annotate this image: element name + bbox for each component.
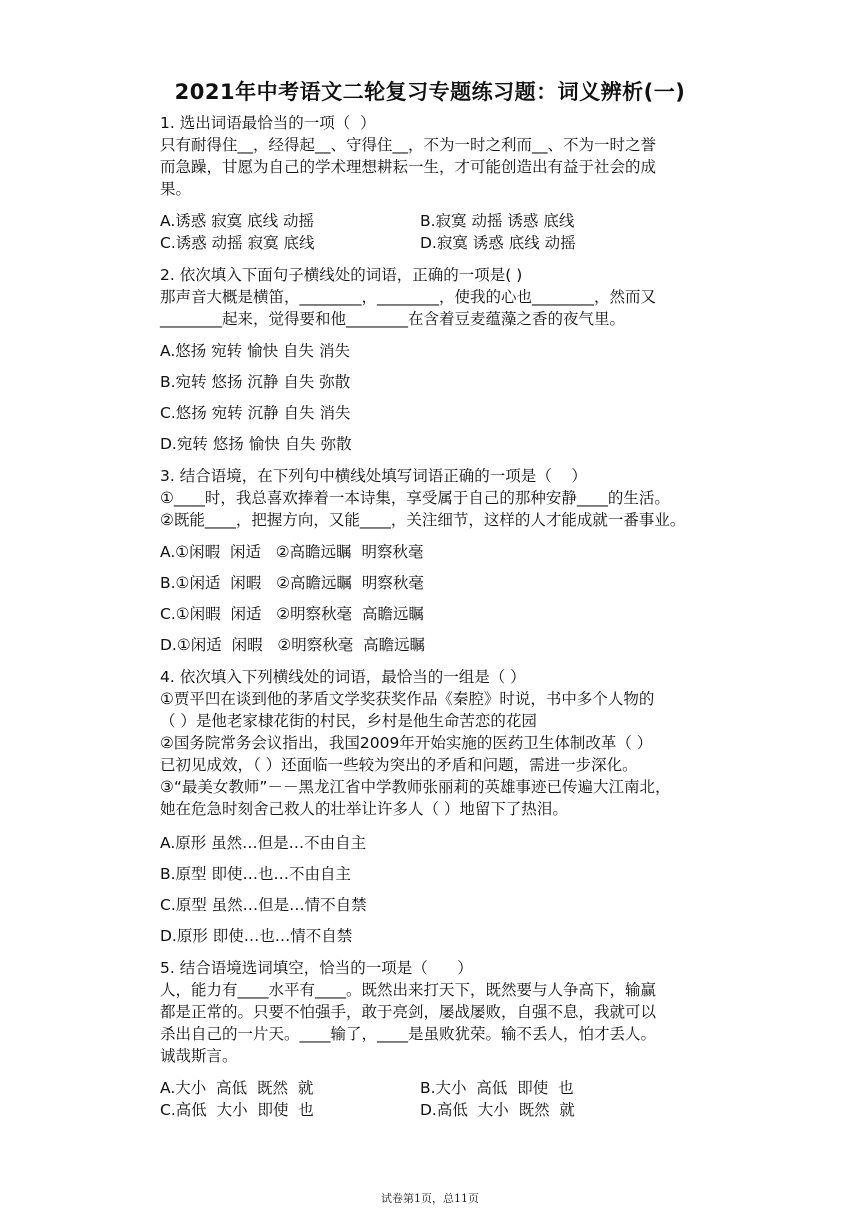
question-text-line: 果。 [160,180,192,198]
question-stem: 4. 依次填入下列横线处的词语，最恰当的一组是（ ） [160,668,526,686]
question-text-line: 诚哉斯言。 [160,1047,238,1065]
option-c[interactable]: C.高低 大小 即使 也 [160,1101,314,1119]
page-footer: 试卷第1页，总11页 [381,1192,479,1205]
question-text-line: ③“最美女教师”－－黑龙江省中学教师张丽莉的英雄事迹已传遍大江南北， [160,778,671,796]
question-text-line: 都是正常的。只要不怕强手，敢于亮剑，屡战屡败，自强不息，我就可以 [160,1003,657,1021]
question-text-line: （ ）是他老家棣花街的村民，乡村是他生命苦恋的花园 [160,712,537,730]
option-b[interactable]: B.寂寞 动摇 诱惑 底线 [420,212,575,230]
question-text-line: 那声音大概是横笛，________，________，使我的心也________，然而又 [160,288,657,306]
option-d[interactable]: D.高低 大小 既然 就 [420,1101,575,1119]
question-text-line: ①贾平凹在谈到他的茅盾文学奖获奖作品《秦腔》时说，书中多个人物的 [160,690,655,708]
question-stem: 2. 依次填入下面句子横线处的词语，正确的一项是( ) [160,266,523,284]
question-text-line: ①____时，我总喜欢捧着一本诗集，享受属于自己的那种安静____的生活。 [160,489,670,507]
option-d[interactable]: D.寂寞 诱惑 底线 动摇 [420,234,576,252]
question-text-line: 而急躁，甘愿为自己的学术理想耕耘一生，才可能创造出有益于社会的成 [160,158,657,176]
question-stem: 3. 结合语境，在下列句中横线处填写词语正确的一项是（ ） [160,467,587,485]
option-a[interactable]: A.大小 高低 既然 就 [160,1079,314,1097]
option-d[interactable]: D.原形 即使…也…情不自禁 [160,927,353,945]
question-text-line: 已初见成效，（ ）还面临一些较为突出的矛盾和问题，需进一步深化。 [160,756,638,774]
question-stem: 1. 选出词语最恰当的一项（ ） [160,114,376,132]
option-c[interactable]: C.①闲暇 闲适 ②明察秋毫 高瞻远瞩 [160,605,425,623]
page-title: 2021年中考语文二轮复习专题练习题：词义辨析(一) [174,80,686,104]
question-text-line: ________起来，觉得要和他________在含着豆麦蕴藻之香的夜气里。 [160,310,626,328]
option-c[interactable]: C.悠扬 宛转 沉静 自失 消失 [160,404,351,422]
option-b[interactable]: B.宛转 悠扬 沉静 自失 弥散 [160,373,351,391]
option-d[interactable]: D.宛转 悠扬 愉快 自失 弥散 [160,435,352,453]
question-stem: 5. 结合语境选词填空，恰当的一项是（ ） [160,959,473,977]
question-text-line: 人，能力有____水平有____。既然出来打天下，既然要与人争高下，输赢 [160,981,657,999]
question-text-line: ②既能____，把握方向，又能____，关注细节，这样的人才能成就一番事业。 [160,511,686,529]
question-text-line: 杀出自己的一片天。____输了，____是虽败犹荣。输不丢人，怕才丢人。 [160,1025,657,1043]
option-d[interactable]: D.①闲适 闲暇 ②明察秋毫 高瞻远瞩 [160,636,426,654]
option-b[interactable]: B.大小 高低 即使 也 [420,1079,574,1097]
option-c[interactable]: C.原型 虽然…但是…情不自禁 [160,896,367,914]
option-a[interactable]: A.悠扬 宛转 愉快 自失 消失 [160,342,350,360]
option-b[interactable]: B.①闲适 闲暇 ②高瞻远瞩 明察秋毫 [160,574,424,592]
question-text-line: 只有耐得住__，经得起__、守得住__，不为一时之利而__、不为一时之誉 [160,136,657,154]
option-c[interactable]: C.诱惑 动摇 寂寞 底线 [160,234,315,252]
option-a[interactable]: A.原形 虽然…但是…不由自主 [160,834,367,852]
option-b[interactable]: B.原型 即使…也…不由自主 [160,865,351,883]
option-a[interactable]: A.诱惑 寂寞 底线 动摇 [160,212,315,230]
question-text-line: ②国务院常务会议指出，我国2009年开始实施的医药卫生体制改革（ ） [160,734,653,752]
question-text-line: 她在危急时刻舍己救人的壮举让许多人（ ）地留下了热泪。 [160,800,568,818]
option-a[interactable]: A.①闲暇 闲适 ②高瞻远瞩 明察秋毫 [160,543,424,561]
